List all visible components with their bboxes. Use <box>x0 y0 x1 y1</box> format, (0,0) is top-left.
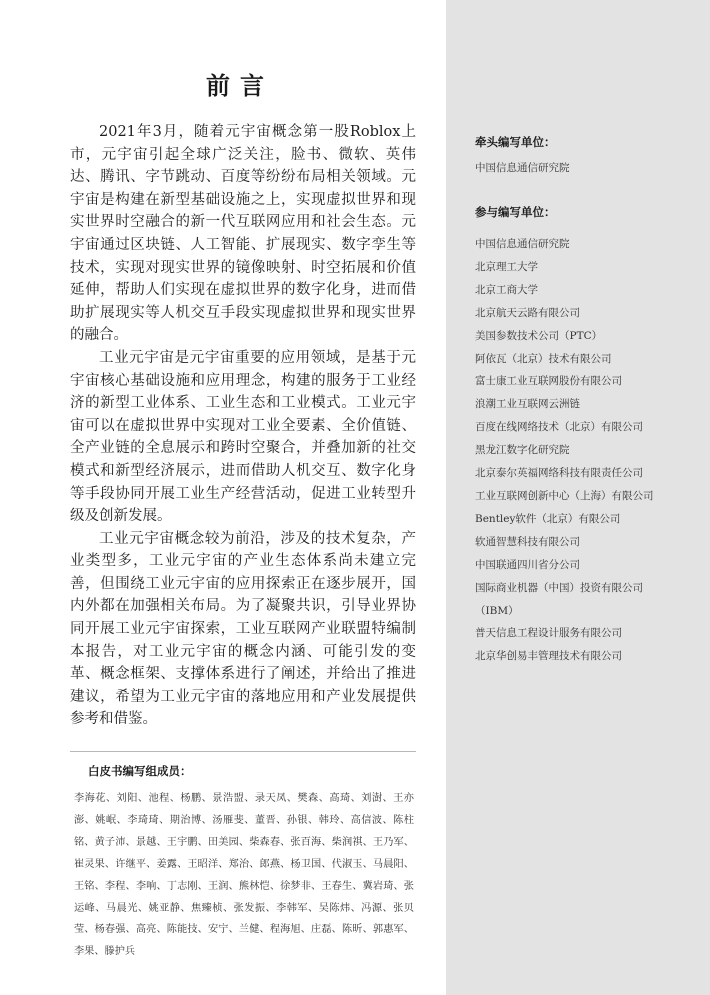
lead-unit-heading: 牵头编写单位： <box>475 135 556 149</box>
participant-unit: 北京航天云路有限公司 <box>475 306 580 319</box>
participant-unit: 国际商业机器（中国）投资有限公司 <box>475 581 643 594</box>
members-heading: 白皮书编写组成员： <box>88 764 192 778</box>
participant-unit: 软通智慧科技有限公司 <box>475 535 580 548</box>
participant-unit: 中国信息通信研究院 <box>475 238 570 250</box>
participant-unit: 北京工商大学 <box>475 283 538 296</box>
participant-unit: 普天信息工程设计服务有限公司 <box>475 627 622 640</box>
preface-body <box>70 121 416 731</box>
preface-paragraph: 工业元宇宙是元宇宙重要的应用领域，是基于元宇宙核心基础设施和应用理念，构建的服务于工业经济的新型工业体系、工业生态和工业模式。工业元宇宙可以在虚拟世界中实现对工业全要素、全价值链、全产业链的全息展示和跨时空聚合，并叠加新的社交模式和新型经济展示，进而借助人机交互、数字化身等手段协同开展工业生产经营活动，促进工业转型升级及创新发展。 <box>70 349 416 525</box>
participant-unit: 北京华创易丰管理技术有限公司 <box>475 650 622 663</box>
participant-unit: 富士康工业互联网股份有限公司 <box>475 375 622 388</box>
preface-paragraph: 2021年3月，随着元宇宙概念第一股Roblox上市，元宇宙引起全球广泛关注，脸书、微软、英伟达、腾讯、字节跳动、百度等纷纷布局相关领域。元宇宙是构建在新型基础设施之上，实现虚拟世界和现实世界时空融合的新一代互联网应用和社会生态。元宇宙通过区块链、人工智能、扩展现实、数字孪生等技术，实现对现实世界的镜像映射、时空拓展和价值延伸，帮助人们实现在虚拟世界的数字化身，进而借助扩展现实等人机交互手段实现虚拟世界和现实世界的融合。 <box>70 124 416 344</box>
lead-unit-name: 中国信息通信研究院 <box>475 162 570 174</box>
participant-unit: （IBM） <box>475 604 519 617</box>
participant-unit: 百度在线网络技术（北京）有限公司 <box>475 421 643 434</box>
participant-unit: 阿依瓦（北京）技术有限公司 <box>475 352 612 365</box>
members-list: 李海花、刘阳、池程、杨鹏、景浩盟、录天凤、樊森、高琦、刘澍、王亦澎、姚岷、李琦琦、期治博、汤雁斐、董晋、孙银、韩玲、高信波、陈柱铭、黄子沛、景越、王宇鹏、田美园、柴森春、张百海、柴润祺、王乃军、崔灵果、许继平、姜露、王昭洋、郑治、郎燕、杨卫国、代淑玉、马晨阳、王铭、李程、李响、丁志刚、王润、熊林恺、徐梦非、王春生、冀岩琦、张运峰、马晨光、姚亚静、焦臻桢、张发振、李韩军、吴陈炜、冯源、张贝莹、杨春强、高亮、陈能技、安宁、兰健、程海旭、庄磊、陈昕、郭惠军、李果、滕护兵 <box>74 793 414 958</box>
page-title: 前言 <box>206 71 274 100</box>
participant-units-heading: 参与编写单位： <box>475 205 556 219</box>
participant-units-list <box>475 233 703 668</box>
participant-unit: 工业互联网创新中心（上海）有限公司 <box>475 489 654 502</box>
participant-unit: 北京泰尔英福网络科技有限责任公司 <box>475 467 643 480</box>
participant-unit: Bentley软件（北京）有限公司 <box>475 512 621 525</box>
participant-unit: 浪潮工业互联网云洲链 <box>475 398 580 411</box>
section-divider <box>70 751 416 752</box>
participant-unit: 黑龙江数字化研究院 <box>475 444 570 457</box>
participant-unit: 中国联通四川省分公司 <box>475 558 580 571</box>
participant-unit: 北京理工大学 <box>475 260 538 273</box>
preface-paragraph: 工业元宇宙概念较为前沿，涉及的技术复杂，产业类型多，工业元宇宙的产业生态体系尚未建立完善，但围绕工业元宇宙的应用探索正在逐步展开，国内外都在加强相关布局。为了凝聚共识，引导业界协同开展工业元宇宙探索，工业互联网产业联盟特编制本报告，对工业元宇宙的概念内涵、可能引发的变革、概念框架、支撑体系进行了阐述，并给出了推进建议，希望为工业元宇宙的落地应用和产业发展提供参考和借鉴。 <box>70 530 416 728</box>
participant-unit: 美国参数技术公司（PTC） <box>475 329 603 342</box>
